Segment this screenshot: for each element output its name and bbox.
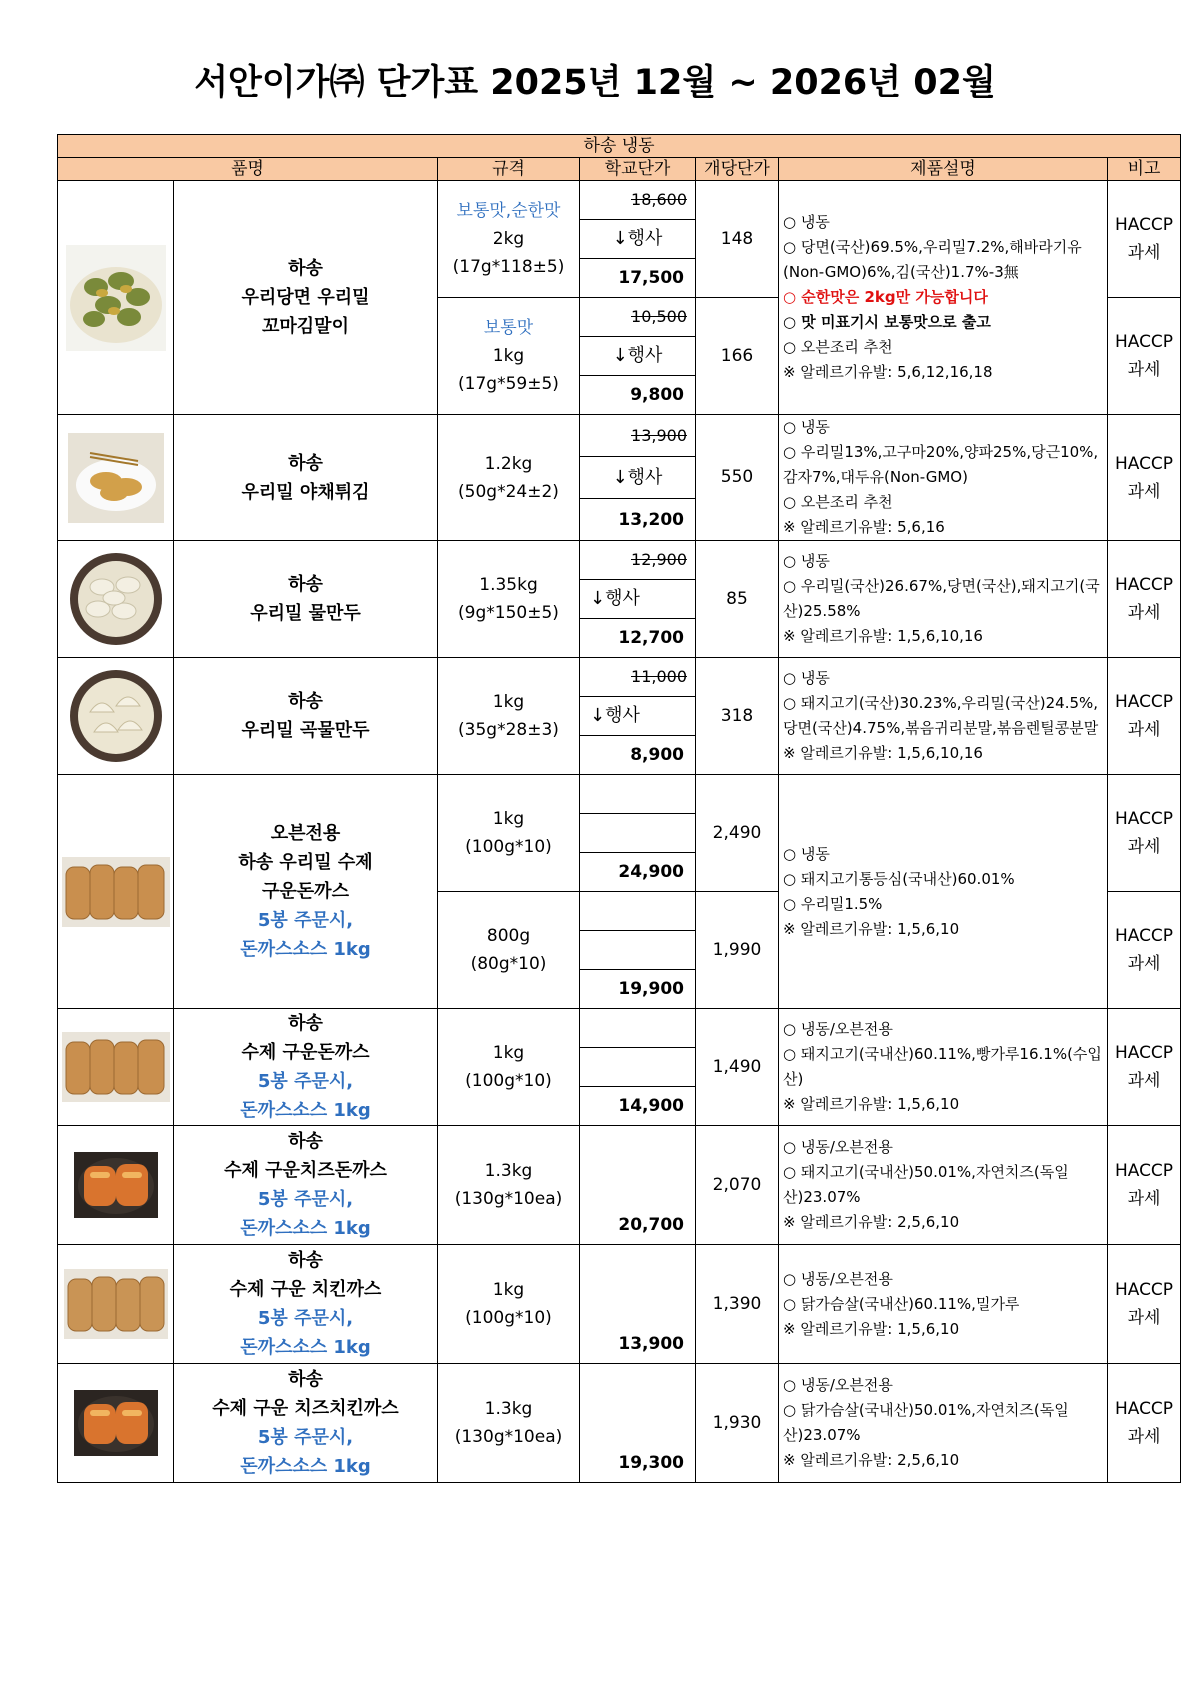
school-price: 24,900: [580, 853, 696, 892]
product-spec: 1kg (100g*10): [438, 1009, 580, 1126]
note-cell: HACCP 과세: [1108, 892, 1181, 1009]
unit-price: 550: [696, 415, 779, 541]
pork-cutlet-photo-icon: [62, 1032, 170, 1102]
product-name: 하송 우리밀 곡물만두: [174, 658, 438, 775]
table-row: [58, 415, 1181, 457]
col-header-note: 비고: [1108, 158, 1181, 181]
unit-price: 1,930: [696, 1364, 779, 1483]
school-price: 13,900: [580, 1245, 696, 1364]
product-spec: 보통맛 1kg (17g*59±5): [438, 298, 580, 415]
note-cell: HACCP 과세: [1108, 658, 1181, 775]
product-image-cell: [58, 1364, 174, 1483]
product-image-cell: [58, 541, 174, 658]
school-price: 13,200: [580, 499, 696, 541]
table-row: [58, 775, 1181, 814]
school-price: 19,300: [580, 1364, 696, 1483]
section-header-row: [58, 135, 1181, 158]
product-description: ○ 냉동 ○ 당면(국산)69.5%,우리밀7.2%,해바라기유(Non-GMO)6%,김(국산)1.7%-3無 ○ 순한맛은 2kg만 가능합니다 ○ 맛 미표기시 보통맛으로 출고 ○ 오븐조리 추천 ※ 알레르기유발: 5,6,12,16,18: [779, 181, 1108, 415]
product-spec: 1kg (100g*10): [438, 1245, 580, 1364]
product-spec: 1kg (100g*10): [438, 775, 580, 892]
event-label: ↓행사: [580, 457, 696, 499]
empty-price-cell: [580, 814, 696, 853]
note-cell: HACCP 과세: [1108, 1245, 1181, 1364]
pork-cutlet-photo-icon: [62, 857, 170, 927]
event-label: ↓행사: [580, 220, 696, 259]
col-header-name: 품명: [58, 158, 438, 181]
unit-price: 148: [696, 181, 779, 298]
table-row: [58, 1126, 1181, 1245]
product-name: 하송 수제 구운 치즈치킨까스 5봉 주문시, 돈까스소스 1kg: [174, 1364, 438, 1483]
empty-price-cell: [580, 775, 696, 814]
vegetable-fritter-photo-icon: [68, 433, 164, 523]
chicken-cutlet-photo-icon: [64, 1269, 168, 1339]
old-price: 13,900: [580, 415, 696, 457]
col-header-spec: 규격: [438, 158, 580, 181]
unit-price: 2,070: [696, 1126, 779, 1245]
event-label: ↓행사: [580, 337, 696, 376]
table-row: [58, 181, 1181, 220]
event-label: ↓행사: [580, 697, 696, 736]
note-cell: HACCP 과세: [1108, 415, 1181, 541]
table-row: [58, 658, 1181, 697]
unit-price: 166: [696, 298, 779, 415]
product-description: ○ 냉동 ○ 돼지고기통등심(국내산)60.01% ○ 우리밀1.5% ※ 알레르기유발: 1,5,6,10: [779, 775, 1108, 1009]
product-name: 하송 우리당면 우리밀 꼬마김말이: [174, 181, 438, 415]
table-row: [58, 1009, 1181, 1048]
unit-price: 1,990: [696, 892, 779, 1009]
product-description: ○ 냉동/오븐전용 ○ 돼지고기(국내산)60.11%,빵가루16.1%(수입산) ※ 알레르기유발: 1,5,6,10: [779, 1009, 1108, 1126]
table-row: [58, 1245, 1181, 1364]
product-name: 하송 우리밀 물만두: [174, 541, 438, 658]
product-spec: 1.35kg (9g*150±5): [438, 541, 580, 658]
product-description: ○ 냉동/오븐전용 ○ 닭가슴살(국내산)50.01%,자연치즈(독일산)23.07% ※ 알레르기유발: 2,5,6,10: [779, 1364, 1108, 1483]
product-spec: 1.3kg (130g*10ea): [438, 1364, 580, 1483]
product-name: 하송 수제 구운 치킨까스 5봉 주문시, 돈까스소스 1kg: [174, 1245, 438, 1364]
school-price: 8,900: [580, 736, 696, 775]
empty-price-cell: [580, 892, 696, 931]
school-price: 20,700: [580, 1126, 696, 1245]
unit-price: 1,390: [696, 1245, 779, 1364]
event-label: ↓행사: [580, 580, 696, 619]
product-image-cell: [58, 1245, 174, 1364]
product-image-cell: [58, 415, 174, 541]
section-title: 하송 냉동: [58, 135, 1181, 158]
product-description: ○ 냉동 ○ 우리밀(국산)26.67%,당면(국산),돼지고기(국산)25.58% ※ 알레르기유발: 1,5,6,10,16: [779, 541, 1108, 658]
empty-price-cell: [580, 931, 696, 970]
cheese-cutlet-photo-icon: [74, 1152, 158, 1218]
product-image-cell: [58, 658, 174, 775]
unit-price: 2,490: [696, 775, 779, 892]
product-spec: 보통맛,순한맛 2kg (17g*118±5): [438, 181, 580, 298]
unit-price: 1,490: [696, 1009, 779, 1126]
note-cell: HACCP 과세: [1108, 775, 1181, 892]
product-name: 하송 우리밀 야채튀김: [174, 415, 438, 541]
empty-price-cell: [580, 1048, 696, 1087]
product-description: ○ 냉동 ○ 우리밀13%,고구마20%,양파25%,당근10%,감자7%,대두유(Non-GMO) ○ 오븐조리 추천 ※ 알레르기유발: 5,6,16: [779, 415, 1108, 541]
school-price: 9,800: [580, 376, 696, 415]
product-name: 오븐전용 하송 우리밀 수제 구운돈까스 5봉 주문시, 돈까스소스 1kg: [174, 775, 438, 1009]
col-header-desc: 제품설명: [779, 158, 1108, 181]
product-image-cell: [58, 775, 174, 1009]
product-image-cell: [58, 1126, 174, 1245]
old-price: 12,900: [580, 541, 696, 580]
product-description: ○ 냉동/오븐전용 ○ 돼지고기(국내산)50.01%,자연치즈(독일산)23.07% ※ 알레르기유발: 2,5,6,10: [779, 1126, 1108, 1245]
price-table: [57, 134, 1181, 1483]
table-row: [58, 541, 1181, 580]
product-spec: 1.3kg (130g*10ea): [438, 1126, 580, 1245]
product-image-cell: [58, 181, 174, 415]
product-spec: 1kg (35g*28±3): [438, 658, 580, 775]
note-cell: HACCP 과세: [1108, 298, 1181, 415]
page-title: 서안이가㈜ 단가표 2025년 12월 ~ 2026년 02월: [194, 63, 996, 103]
product-spec: 1.2kg (50g*24±2): [438, 415, 580, 541]
column-header-row: [58, 158, 1181, 181]
old-price: 11,000: [580, 658, 696, 697]
product-spec: 800g (80g*10): [438, 892, 580, 1009]
cheese-chicken-cutlet-photo-icon: [74, 1390, 158, 1456]
school-price: 19,900: [580, 970, 696, 1009]
unit-price: 318: [696, 658, 779, 775]
product-image-cell: [58, 1009, 174, 1126]
grain-mandu-photo-icon: [68, 668, 164, 764]
note-cell: HACCP 과세: [1108, 181, 1181, 298]
col-header-unit-price: 개당단가: [696, 158, 779, 181]
mul-mandu-photo-icon: [68, 551, 164, 647]
school-price: 14,900: [580, 1087, 696, 1126]
school-price: 17,500: [580, 259, 696, 298]
product-description: ○ 냉동/오븐전용 ○ 닭가슴살(국내산)60.11%,밀가루 ※ 알레르기유발: 1,5,6,10: [779, 1245, 1108, 1364]
empty-price-cell: [580, 1009, 696, 1048]
product-name: 하송 수제 구운치즈돈까스 5봉 주문시, 돈까스소스 1kg: [174, 1126, 438, 1245]
product-name: 하송 수제 구운돈까스 5봉 주문시, 돈까스소스 1kg: [174, 1009, 438, 1126]
school-price: 12,700: [580, 619, 696, 658]
note-cell: HACCP 과세: [1108, 541, 1181, 658]
unit-price: 85: [696, 541, 779, 658]
col-header-school-price: 학교단가: [580, 158, 696, 181]
product-description: ○ 냉동 ○ 돼지고기(국산)30.23%,우리밀(국산)24.5%,당면(국산)4.75%,볶음귀리분말,볶음렌틸콩분말 ※ 알레르기유발: 1,5,6,10,16: [779, 658, 1108, 775]
note-cell: HACCP 과세: [1108, 1009, 1181, 1126]
old-price: 18,600: [580, 181, 696, 220]
table-row: [58, 1364, 1181, 1483]
gimmari-photo-icon: [66, 245, 166, 351]
old-price: 10,500: [580, 298, 696, 337]
note-cell: HACCP 과세: [1108, 1126, 1181, 1245]
note-cell: HACCP 과세: [1108, 1364, 1181, 1483]
